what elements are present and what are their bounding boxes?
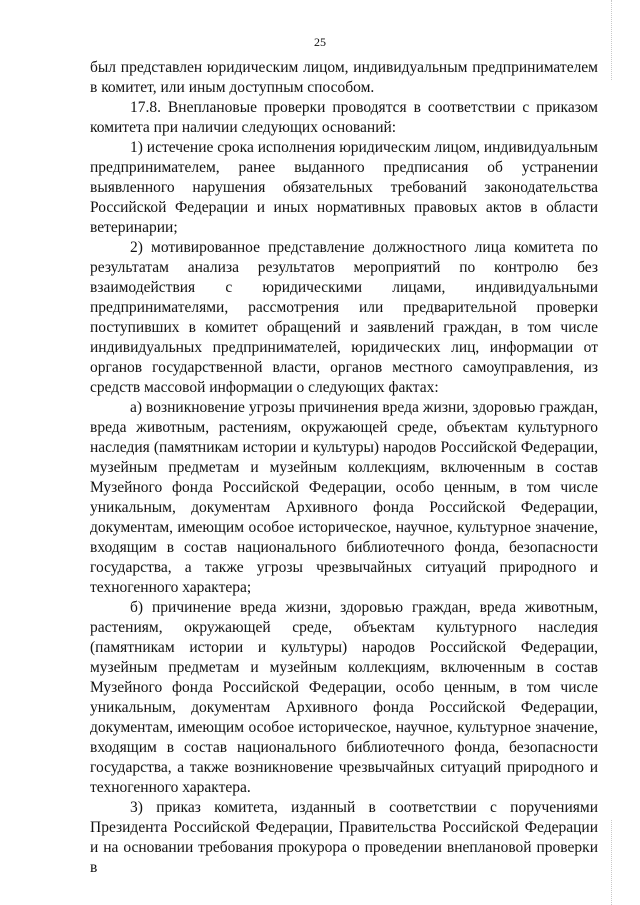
paragraph-17-8: 17.8. Внеплановые проверки проводятся в соответствии с приказом комитета при наличии следующих оснований:	[90, 99, 598, 136]
paragraph-item-3: 3) приказ комитета, изданный в соответствии с поручениями Президента Российской Федерации, Правительства Российской Федерации и на основании требования прокурора о проведении внеплановой проверки в	[90, 799, 598, 876]
paragraph-item-2a: а) возникновение угрозы причинения вреда жизни, здоровью граждан, вреда животным, растениям, окружающей среде, объектам культурного наследия (памятникам истории и культуры) народов Российской Федерации, музейным предметам и музейным коллекциям, включенным в состав Музейного фонда Российской Федерации, особо ценным, в том числе уникальным, документам Архивного фонда Российской Федерации, документам, имеющим особое историческое, научное, культурное значение, входящим в состав национального библиотечного фонда, безопасности государства, а также угрозы чрезвычайных ситуаций природного и техногенного характера;	[90, 399, 598, 596]
scan-edge-mark	[611, 820, 612, 905]
paragraph-continuation: был представлен юридическим лицом, индивидуальным предпринимателем в комитет, или иным доступным способом.	[90, 59, 598, 96]
paragraph-item-1: 1) истечение срока исполнения юридическим лицом, индивидуальным предпринимателем, ранее выданного предписания об устранении выявленного нарушения обязательных требований законодательства Российской Федерации и иных нормативных правовых актов в области ветеринарии;	[90, 139, 598, 236]
paragraph-item-2: 2) мотивированное представление должностного лица комитета по результатам анализа результатов мероприятий по контролю без взаимодействия с юридическими лицами, индивидуальными предпринимателями, рассмотрения или предварительной проверки поступивших в комитет обращений и заявлений граждан, в том числе индивидуальных предпринимателей, юридических лиц, информации от органов государственной власти, органов местного самоуправления, из средств массовой информации о следующих фактах:	[90, 239, 598, 396]
paragraph-item-2b: б) причинение вреда жизни, здоровью граждан, вреда животным, растениям, окружающей среде, объектам культурного наследия (памятникам истории и культуры) народов Российской Федерации, музейным предметам и музейным коллекциям, включенным в состав Музейного фонда Российской Федерации, особо ценным, в том числе уникальным, документам Архивного фонда Российской Федерации, документам, имеющим особое историческое, научное, культурное значение, входящим в состав национального библиотечного фонда, безопасности государства, а также возникновение чрезвычайных ситуаций природного и техногенного характера.	[90, 599, 598, 796]
page-number: 25	[314, 35, 326, 49]
body-text	[90, 58, 598, 878]
